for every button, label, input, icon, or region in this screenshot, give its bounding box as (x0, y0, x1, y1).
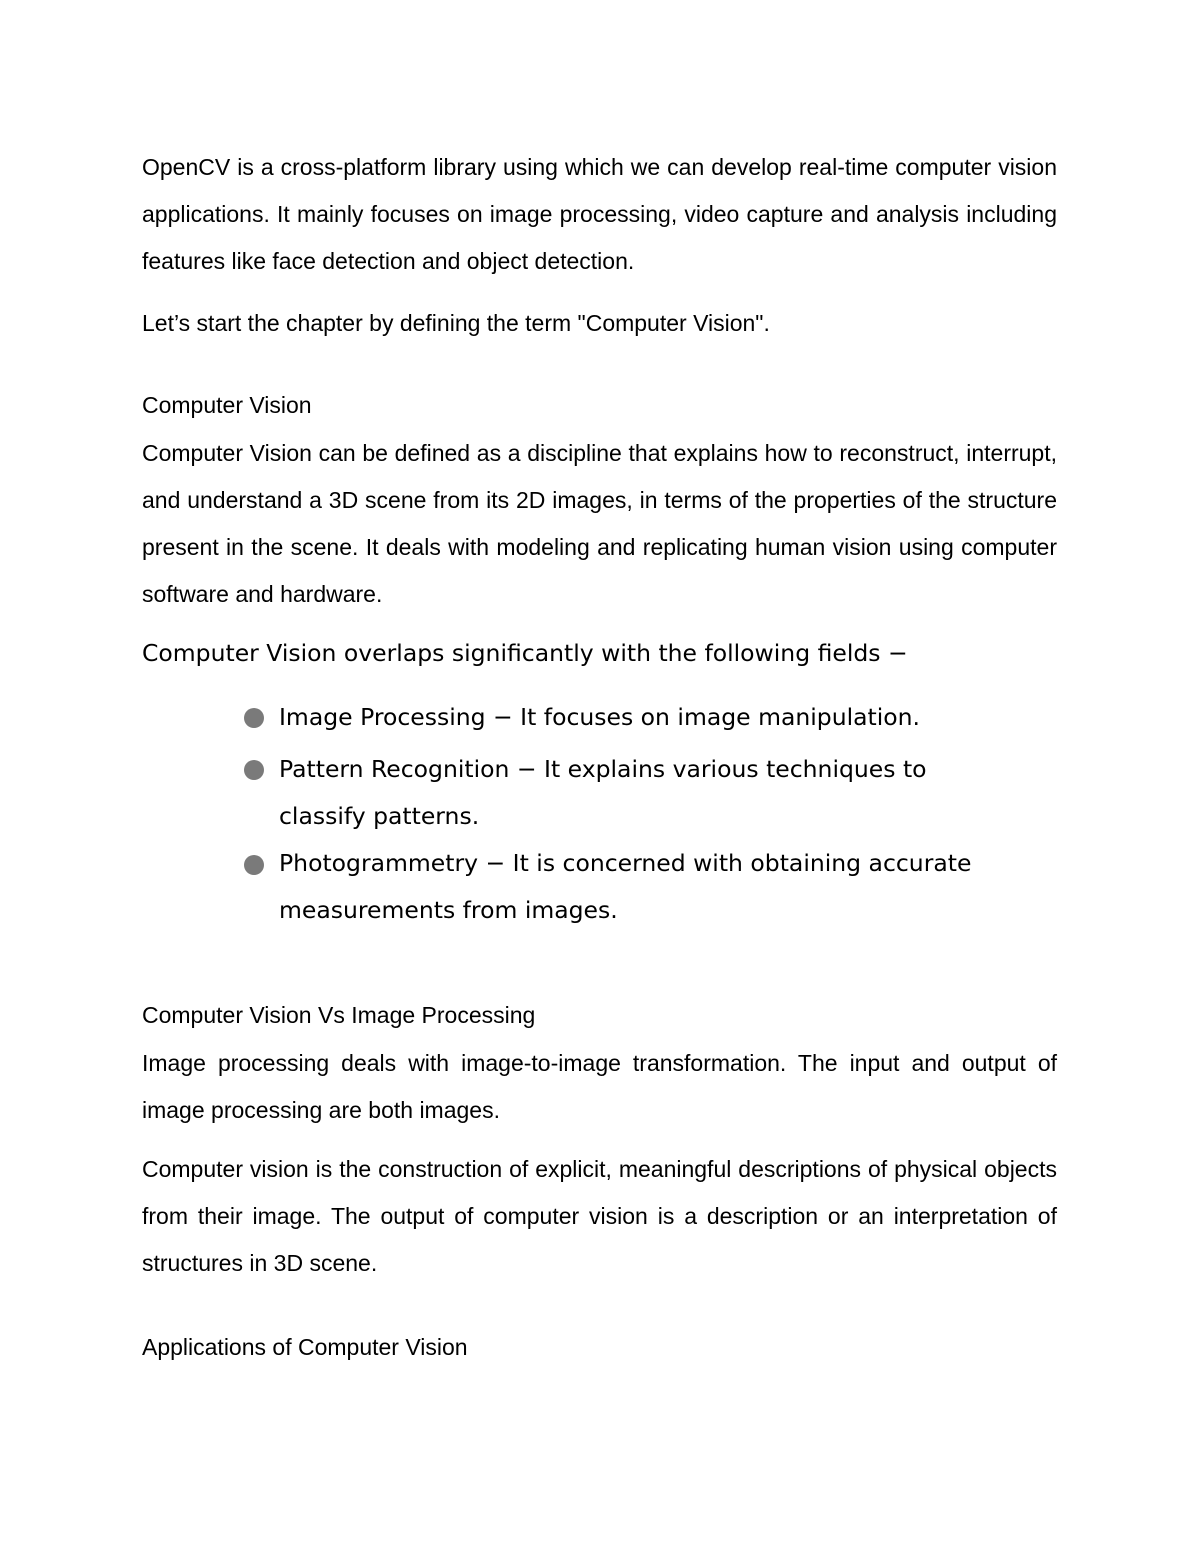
bullet-icon (244, 855, 264, 875)
overlap-lead-sentence: Computer Vision overlaps significantly with the following fields − (142, 639, 908, 667)
computer-vision-description-paragraph: Computer vision is the construction of explicit, meaningful descriptions of physical objects from their image. The output of computer vision is a description or an interpretation of structures in 3D scene. (142, 1156, 1057, 1276)
section-heading-applications: Applications of Computer Vision (142, 1334, 468, 1360)
intro-paragraph: OpenCV is a cross-platform library using which we can develop real-time computer vision applications. It mainly focuses on image processing, video capture and analysis including features like face detection and object detection. (142, 154, 1057, 274)
bullet-icon (244, 708, 264, 728)
section-heading-cv-vs-image-processing: Computer Vision Vs Image Processing (142, 1002, 536, 1028)
intro-lead-sentence: Let’s start the chapter by defining the term "Computer Vision". (142, 310, 770, 336)
section-heading-computer-vision: Computer Vision (142, 392, 312, 418)
list-item: Image Processing − It focuses on image manipulation. (279, 703, 921, 731)
list-item: Pattern Recognition − It explains various techniques to classify patterns. (279, 755, 927, 830)
computer-vision-definition-paragraph: Computer Vision can be defined as a discipline that explains how to reconstruct, interrupt, and understand a 3D scene from its 2D images, in terms of the properties of the structure present in the scene. It deals with modeling and replicating human vision using computer software and hardware. (142, 440, 1057, 607)
bullet-icon (244, 760, 264, 780)
list-item: Photogrammetry − It is concerned with obtaining accurate measurements from images. (279, 849, 972, 924)
image-processing-paragraph: Image processing deals with image-to-image transformation. The input and output of image processing are both images. (142, 1050, 1057, 1123)
